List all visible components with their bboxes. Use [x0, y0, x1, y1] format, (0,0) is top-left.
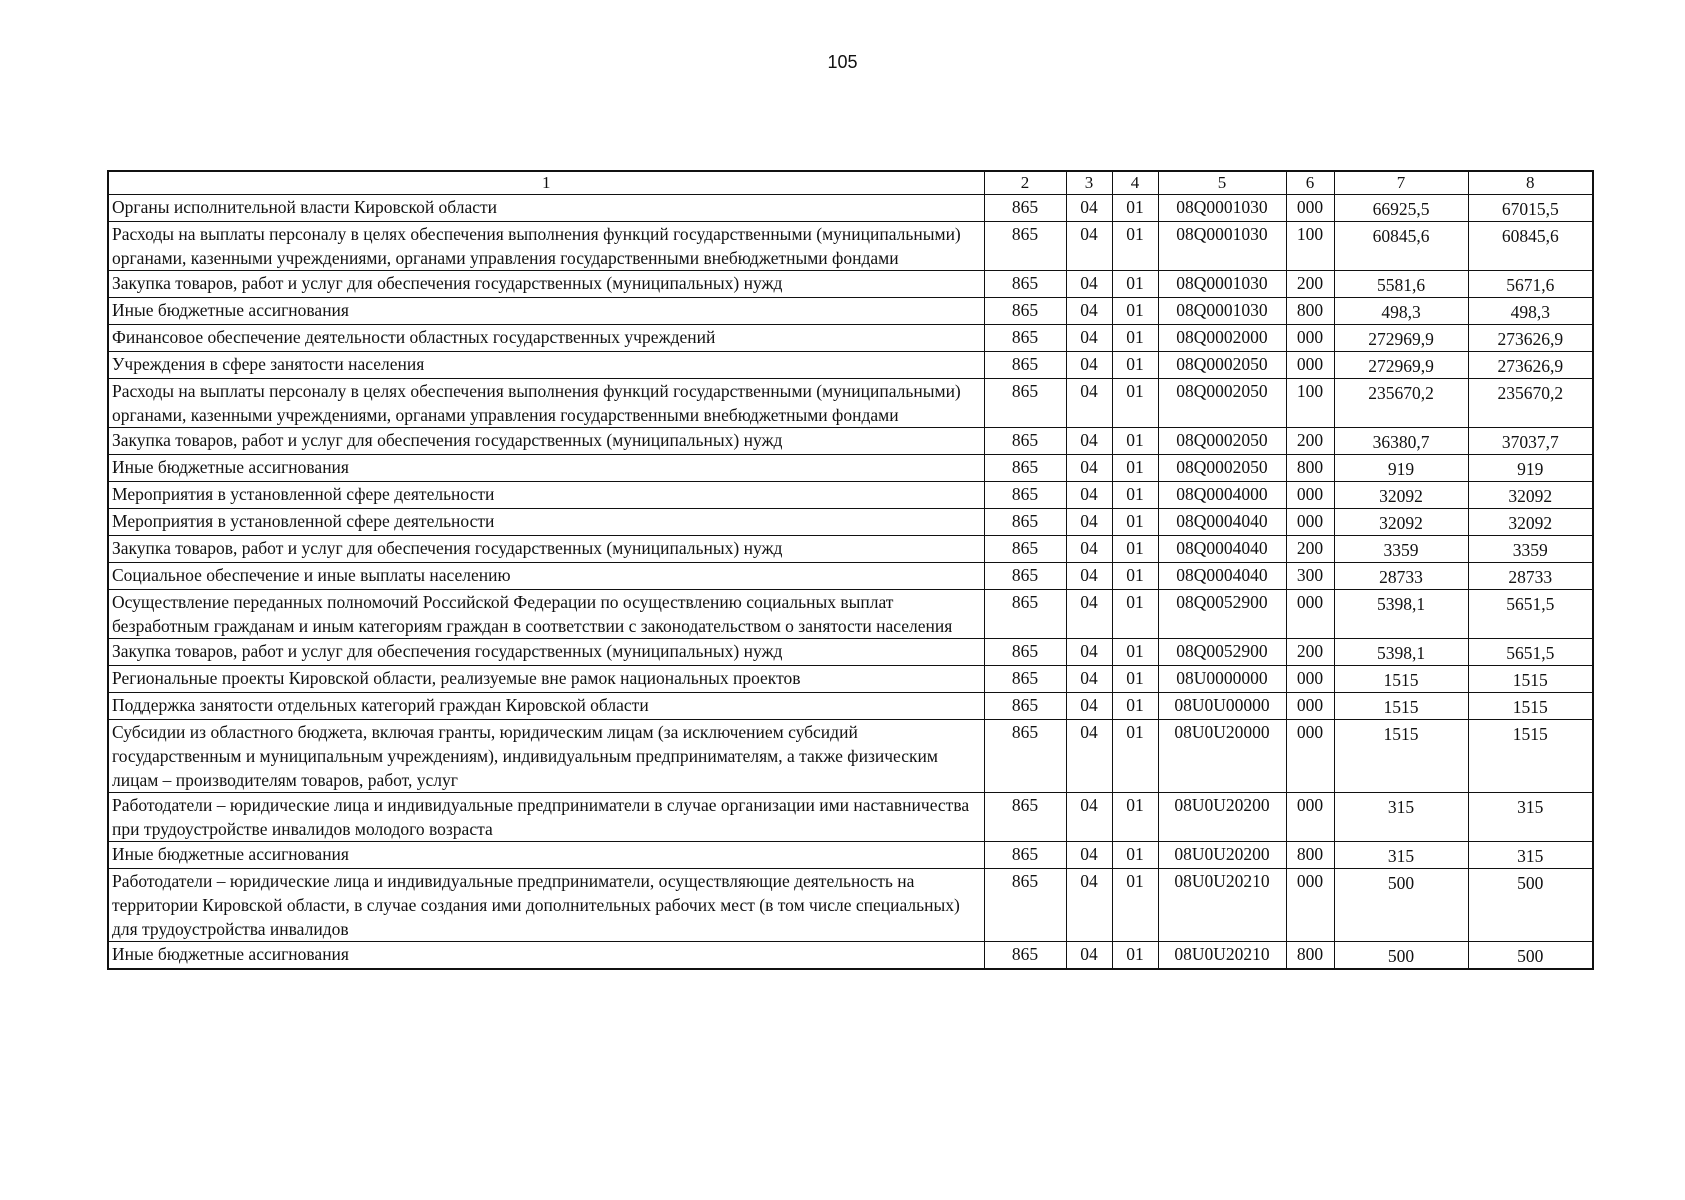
cell-expense-type: 800 — [1286, 942, 1334, 970]
cell-grbs: 865 — [984, 842, 1066, 869]
cell-amount-year1: 5581,6 — [1334, 271, 1468, 298]
table-row — [108, 869, 1593, 942]
cell-subsection: 01 — [1112, 195, 1158, 222]
cell-section: 04 — [1066, 428, 1112, 455]
cell-grbs: 865 — [984, 942, 1066, 970]
table-row — [108, 720, 1593, 793]
cell-name: Поддержка занятости отдельных категорий граждан Кировской области — [108, 693, 984, 720]
table-row — [108, 666, 1593, 693]
cell-grbs: 865 — [984, 793, 1066, 842]
cell-subsection: 01 — [1112, 482, 1158, 509]
table-row — [108, 482, 1593, 509]
cell-expense-type: 000 — [1286, 666, 1334, 693]
cell-target-article: 08Q0004040 — [1158, 509, 1286, 536]
cell-section: 04 — [1066, 639, 1112, 666]
cell-name: Работодатели – юридические лица и индивидуальные предприниматели, осуществляющие деятельность на территории Кировской области, в случае создания ими дополнительных рабочих мест (в том числе специальных) для трудоустройства инвалидов — [108, 869, 984, 942]
cell-grbs: 865 — [984, 666, 1066, 693]
cell-expense-type: 000 — [1286, 693, 1334, 720]
cell-amount-year2: 500 — [1468, 942, 1593, 970]
cell-amount-year1: 3359 — [1334, 536, 1468, 563]
table-row — [108, 379, 1593, 428]
cell-grbs: 865 — [984, 563, 1066, 590]
cell-section: 04 — [1066, 325, 1112, 352]
cell-grbs: 865 — [984, 195, 1066, 222]
table-row — [108, 942, 1593, 970]
cell-target-article: 08Q0002000 — [1158, 325, 1286, 352]
cell-name: Расходы на выплаты персоналу в целях обеспечения выполнения функций государственными (муниципальными) органами, казенными учреждениями, органами управления государственными внебюджетными фондами — [108, 222, 984, 271]
cell-section: 04 — [1066, 222, 1112, 271]
cell-section: 04 — [1066, 379, 1112, 428]
cell-target-article: 08Q0001030 — [1158, 298, 1286, 325]
cell-subsection: 01 — [1112, 793, 1158, 842]
table-row — [108, 455, 1593, 482]
cell-amount-year2: 67015,5 — [1468, 195, 1593, 222]
cell-subsection: 01 — [1112, 222, 1158, 271]
cell-expense-type: 200 — [1286, 639, 1334, 666]
cell-subsection: 01 — [1112, 666, 1158, 693]
cell-amount-year2: 60845,6 — [1468, 222, 1593, 271]
cell-section: 04 — [1066, 298, 1112, 325]
cell-target-article: 08U0U00000 — [1158, 693, 1286, 720]
cell-subsection: 01 — [1112, 509, 1158, 536]
cell-expense-type: 300 — [1286, 563, 1334, 590]
cell-subsection: 01 — [1112, 428, 1158, 455]
cell-amount-year1: 500 — [1334, 869, 1468, 942]
cell-section: 04 — [1066, 482, 1112, 509]
cell-amount-year2: 1515 — [1468, 693, 1593, 720]
cell-target-article: 08U0U20000 — [1158, 720, 1286, 793]
header-row — [108, 171, 1593, 195]
cell-name: Региональные проекты Кировской области, реализуемые вне рамок национальных проектов — [108, 666, 984, 693]
page-number: 105 — [827, 52, 858, 72]
cell-target-article: 08Q0002050 — [1158, 379, 1286, 428]
cell-name: Финансовое обеспечение деятельности областных государственных учреждений — [108, 325, 984, 352]
cell-amount-year1: 1515 — [1334, 720, 1468, 793]
cell-amount-year2: 500 — [1468, 869, 1593, 942]
cell-name: Социальное обеспечение и иные выплаты населению — [108, 563, 984, 590]
cell-subsection: 01 — [1112, 455, 1158, 482]
cell-section: 04 — [1066, 793, 1112, 842]
cell-name: Учреждения в сфере занятости населения — [108, 352, 984, 379]
cell-amount-year2: 28733 — [1468, 563, 1593, 590]
cell-expense-type: 800 — [1286, 455, 1334, 482]
cell-name: Мероприятия в установленной сфере деятельности — [108, 509, 984, 536]
cell-name: Закупка товаров, работ и услуг для обеспечения государственных (муниципальных) нужд — [108, 428, 984, 455]
cell-target-article: 08Q0052900 — [1158, 590, 1286, 639]
cell-target-article: 08Q0004040 — [1158, 536, 1286, 563]
cell-amount-year2: 273626,9 — [1468, 352, 1593, 379]
column-header: 1 — [108, 171, 984, 195]
cell-amount-year2: 498,3 — [1468, 298, 1593, 325]
cell-target-article: 08Q0002050 — [1158, 352, 1286, 379]
cell-grbs: 865 — [984, 720, 1066, 793]
table-row — [108, 271, 1593, 298]
cell-subsection: 01 — [1112, 639, 1158, 666]
cell-section: 04 — [1066, 942, 1112, 970]
table-row — [108, 195, 1593, 222]
cell-section: 04 — [1066, 352, 1112, 379]
table-row — [108, 639, 1593, 666]
cell-expense-type: 200 — [1286, 536, 1334, 563]
cell-subsection: 01 — [1112, 590, 1158, 639]
cell-target-article: 08U0000000 — [1158, 666, 1286, 693]
column-header: 4 — [1112, 171, 1158, 195]
cell-amount-year1: 66925,5 — [1334, 195, 1468, 222]
table-row — [108, 693, 1593, 720]
cell-amount-year1: 60845,6 — [1334, 222, 1468, 271]
cell-target-article: 08Q0052900 — [1158, 639, 1286, 666]
cell-section: 04 — [1066, 720, 1112, 793]
cell-target-article: 08U0U20200 — [1158, 793, 1286, 842]
cell-section: 04 — [1066, 195, 1112, 222]
table-row — [108, 509, 1593, 536]
cell-section: 04 — [1066, 693, 1112, 720]
cell-amount-year1: 32092 — [1334, 509, 1468, 536]
cell-amount-year1: 272969,9 — [1334, 352, 1468, 379]
cell-amount-year2: 37037,7 — [1468, 428, 1593, 455]
cell-amount-year1: 36380,7 — [1334, 428, 1468, 455]
cell-expense-type: 000 — [1286, 325, 1334, 352]
cell-grbs: 865 — [984, 298, 1066, 325]
cell-expense-type: 800 — [1286, 298, 1334, 325]
cell-amount-year2: 32092 — [1468, 509, 1593, 536]
cell-subsection: 01 — [1112, 842, 1158, 869]
cell-amount-year2: 1515 — [1468, 666, 1593, 693]
table-body — [108, 195, 1593, 970]
cell-name: Закупка товаров, работ и услуг для обеспечения государственных (муниципальных) нужд — [108, 639, 984, 666]
table-row — [108, 428, 1593, 455]
cell-subsection: 01 — [1112, 563, 1158, 590]
cell-target-article: 08U0U20210 — [1158, 942, 1286, 970]
cell-target-article: 08Q0001030 — [1158, 271, 1286, 298]
cell-target-article: 08Q0004000 — [1158, 482, 1286, 509]
table-row — [108, 536, 1593, 563]
cell-amount-year2: 5651,5 — [1468, 639, 1593, 666]
cell-expense-type: 000 — [1286, 195, 1334, 222]
cell-grbs: 865 — [984, 222, 1066, 271]
table-row — [108, 298, 1593, 325]
cell-amount-year1: 1515 — [1334, 666, 1468, 693]
cell-subsection: 01 — [1112, 271, 1158, 298]
cell-name: Расходы на выплаты персоналу в целях обеспечения выполнения функций государственными (муниципальными) органами, казенными учреждениями, органами управления государственными внебюджетными фондами — [108, 379, 984, 428]
cell-subsection: 01 — [1112, 298, 1158, 325]
cell-grbs: 865 — [984, 639, 1066, 666]
column-header: 5 — [1158, 171, 1286, 195]
cell-name: Осуществление переданных полномочий Российской Федерации по осуществлению социальных выплат безработным гражданам и иным категориям граждан в соответствии с законодательством о занятости населения — [108, 590, 984, 639]
cell-target-article: 08Q0001030 — [1158, 222, 1286, 271]
cell-amount-year1: 272969,9 — [1334, 325, 1468, 352]
cell-grbs: 865 — [984, 428, 1066, 455]
cell-name: Иные бюджетные ассигнования — [108, 298, 984, 325]
cell-amount-year2: 919 — [1468, 455, 1593, 482]
cell-expense-type: 000 — [1286, 482, 1334, 509]
cell-target-article: 08Q0001030 — [1158, 195, 1286, 222]
cell-name: Иные бюджетные ассигнования — [108, 455, 984, 482]
cell-section: 04 — [1066, 869, 1112, 942]
cell-name: Закупка товаров, работ и услуг для обеспечения государственных (муниципальных) нужд — [108, 271, 984, 298]
cell-section: 04 — [1066, 536, 1112, 563]
cell-expense-type: 000 — [1286, 590, 1334, 639]
cell-expense-type: 000 — [1286, 509, 1334, 536]
cell-target-article: 08Q0002050 — [1158, 428, 1286, 455]
cell-name: Работодатели – юридические лица и индивидуальные предприниматели в случае организации ими наставничества при трудоустройстве инвалидов молодого возраста — [108, 793, 984, 842]
column-header: 7 — [1334, 171, 1468, 195]
cell-grbs: 865 — [984, 352, 1066, 379]
cell-grbs: 865 — [984, 869, 1066, 942]
column-header: 3 — [1066, 171, 1112, 195]
cell-name: Мероприятия в установленной сфере деятельности — [108, 482, 984, 509]
cell-expense-type: 200 — [1286, 428, 1334, 455]
cell-grbs: 865 — [984, 482, 1066, 509]
cell-expense-type: 000 — [1286, 793, 1334, 842]
cell-expense-type: 000 — [1286, 720, 1334, 793]
table-row — [108, 842, 1593, 869]
cell-section: 04 — [1066, 563, 1112, 590]
cell-expense-type: 200 — [1286, 271, 1334, 298]
cell-amount-year1: 28733 — [1334, 563, 1468, 590]
cell-section: 04 — [1066, 666, 1112, 693]
cell-subsection: 01 — [1112, 869, 1158, 942]
cell-section: 04 — [1066, 842, 1112, 869]
cell-amount-year1: 235670,2 — [1334, 379, 1468, 428]
cell-expense-type: 100 — [1286, 379, 1334, 428]
cell-grbs: 865 — [984, 509, 1066, 536]
cell-amount-year1: 1515 — [1334, 693, 1468, 720]
cell-amount-year1: 315 — [1334, 793, 1468, 842]
cell-amount-year2: 3359 — [1468, 536, 1593, 563]
cell-amount-year2: 5671,6 — [1468, 271, 1593, 298]
cell-target-article: 08Q0002050 — [1158, 455, 1286, 482]
budget-table — [107, 170, 1594, 970]
cell-expense-type: 100 — [1286, 222, 1334, 271]
cell-target-article: 08Q0004040 — [1158, 563, 1286, 590]
cell-grbs: 865 — [984, 590, 1066, 639]
cell-section: 04 — [1066, 455, 1112, 482]
cell-grbs: 865 — [984, 325, 1066, 352]
table-row — [108, 563, 1593, 590]
table-row — [108, 590, 1593, 639]
cell-amount-year2: 5651,5 — [1468, 590, 1593, 639]
cell-grbs: 865 — [984, 455, 1066, 482]
cell-subsection: 01 — [1112, 352, 1158, 379]
cell-amount-year1: 500 — [1334, 942, 1468, 970]
cell-subsection: 01 — [1112, 942, 1158, 970]
column-header: 6 — [1286, 171, 1334, 195]
cell-grbs: 865 — [984, 693, 1066, 720]
cell-amount-year1: 919 — [1334, 455, 1468, 482]
cell-amount-year1: 5398,1 — [1334, 639, 1468, 666]
table-row — [108, 325, 1593, 352]
cell-name: Органы исполнительной власти Кировской области — [108, 195, 984, 222]
cell-amount-year1: 5398,1 — [1334, 590, 1468, 639]
cell-name: Иные бюджетные ассигнования — [108, 942, 984, 970]
cell-amount-year2: 32092 — [1468, 482, 1593, 509]
cell-section: 04 — [1066, 271, 1112, 298]
cell-grbs: 865 — [984, 271, 1066, 298]
cell-amount-year1: 32092 — [1334, 482, 1468, 509]
cell-name: Субсидии из областного бюджета, включая гранты, юридическим лицам (за исключением субсидий государственным и муниципальным учреждениям), индивидуальным предпринимателям, а также физическим лицам – производителям товаров, работ, услуг — [108, 720, 984, 793]
table-row — [108, 222, 1593, 271]
cell-subsection: 01 — [1112, 536, 1158, 563]
cell-subsection: 01 — [1112, 720, 1158, 793]
cell-expense-type: 000 — [1286, 869, 1334, 942]
column-header: 2 — [984, 171, 1066, 195]
cell-section: 04 — [1066, 509, 1112, 536]
cell-target-article: 08U0U20200 — [1158, 842, 1286, 869]
cell-subsection: 01 — [1112, 325, 1158, 352]
cell-grbs: 865 — [984, 379, 1066, 428]
cell-amount-year1: 315 — [1334, 842, 1468, 869]
cell-amount-year2: 315 — [1468, 793, 1593, 842]
cell-expense-type: 000 — [1286, 352, 1334, 379]
column-header: 8 — [1468, 171, 1593, 195]
cell-amount-year1: 498,3 — [1334, 298, 1468, 325]
cell-amount-year2: 315 — [1468, 842, 1593, 869]
table-row — [108, 352, 1593, 379]
cell-name: Иные бюджетные ассигнования — [108, 842, 984, 869]
cell-name: Закупка товаров, работ и услуг для обеспечения государственных (муниципальных) нужд — [108, 536, 984, 563]
cell-amount-year2: 235670,2 — [1468, 379, 1593, 428]
cell-amount-year2: 1515 — [1468, 720, 1593, 793]
cell-subsection: 01 — [1112, 379, 1158, 428]
cell-amount-year2: 273626,9 — [1468, 325, 1593, 352]
cell-target-article: 08U0U20210 — [1158, 869, 1286, 942]
cell-subsection: 01 — [1112, 693, 1158, 720]
cell-section: 04 — [1066, 590, 1112, 639]
cell-grbs: 865 — [984, 536, 1066, 563]
table-row — [108, 793, 1593, 842]
cell-expense-type: 800 — [1286, 842, 1334, 869]
